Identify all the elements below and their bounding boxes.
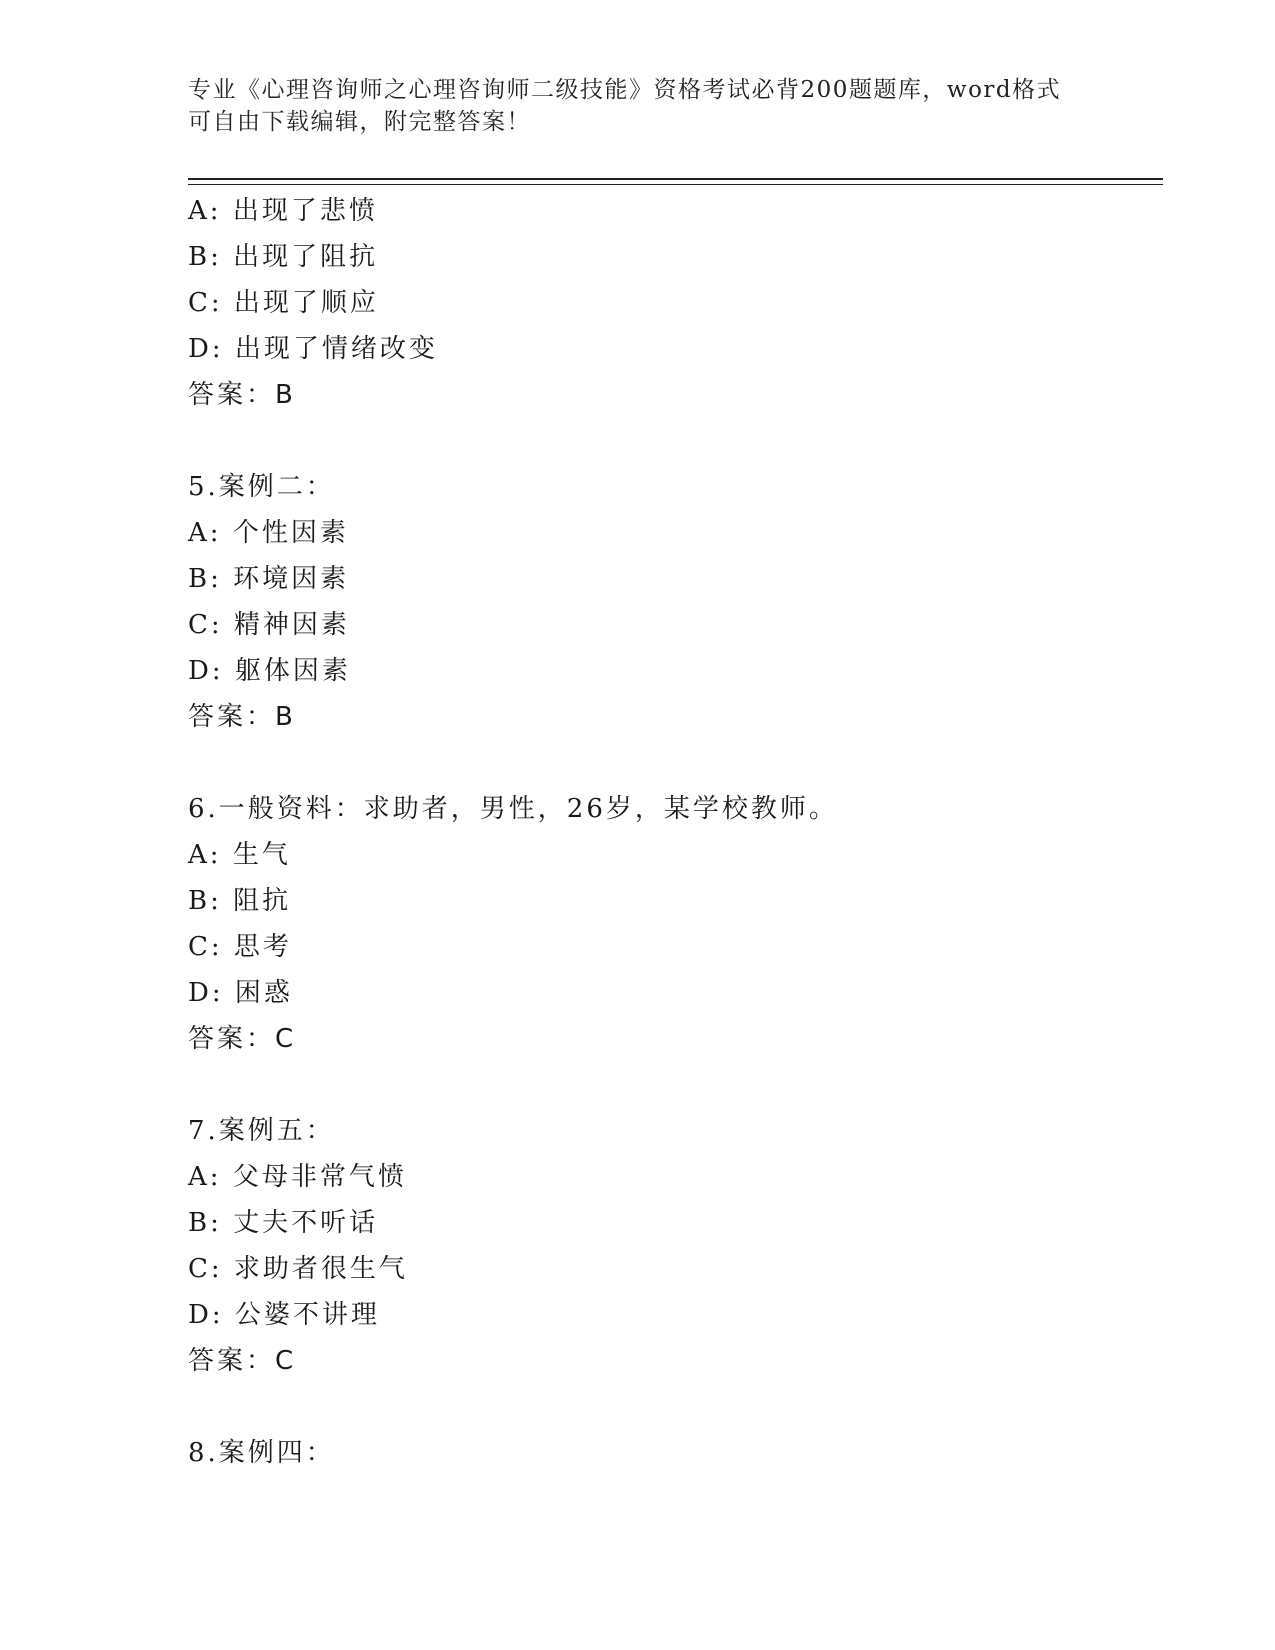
option-text: 出现了情绪改变 [234,334,438,364]
option-letter: C: [188,610,223,640]
option-text: 公婆不讲理 [234,1300,380,1330]
option-text: 出现了悲愤 [232,196,378,226]
option-b [188,878,1163,924]
question-text: 5.案例二： [188,472,335,502]
question-text: 6.一般资料：求助者，男性，26岁，某学校教师。 [188,794,838,824]
option-c [188,280,1163,326]
option-text: 环境因素 [233,564,350,594]
option-letter: B: [188,1208,222,1238]
option-letter: A: [188,196,222,226]
option-letter: D: [188,978,224,1008]
header-rule-thick [188,178,1163,180]
option-letter: B: [188,886,222,916]
option-text: 出现了顺应 [233,288,379,318]
question-list [188,188,1163,1476]
option-letter: A: [188,518,222,548]
option-letter: B: [188,242,222,272]
option-text: 求助者很生气 [233,1254,408,1284]
option-letter: D: [188,656,224,686]
spacer [188,1384,1163,1430]
option-letter: B: [188,564,222,594]
option-d [188,1292,1163,1338]
option-letter: C: [188,932,223,962]
question-block [188,786,1163,1062]
answer-line: 答案：C [188,1346,297,1376]
option-a [188,832,1163,878]
option-d [188,326,1163,372]
option-letter: A: [188,1162,222,1192]
question-block [188,1108,1163,1384]
spacer [188,418,1163,464]
option-a [188,1154,1163,1200]
option-text: 生气 [232,840,291,870]
question-block [188,464,1163,740]
option-letter: C: [188,1254,223,1284]
option-text: 困惑 [234,978,293,1008]
option-letter: A: [188,840,222,870]
option-d [188,970,1163,1016]
option-d [188,648,1163,694]
option-text: 精神因素 [233,610,350,640]
option-text: 父母非常气愤 [232,1162,407,1192]
option-text: 出现了阻抗 [233,242,379,272]
option-text: 思考 [233,932,292,962]
option-letter: D: [188,1300,224,1330]
header-line-1: 专业《心理咨询师之心理咨询师二级技能》资格考试必背200题题库，word格式 [188,77,1062,103]
spacer [188,740,1163,786]
answer-line: 答案：B [188,380,296,410]
spacer [188,1062,1163,1108]
option-text: 丈夫不听话 [233,1208,379,1238]
header-rule-thin [188,184,1163,185]
answer-line: 答案：C [188,1024,297,1054]
option-c [188,924,1163,970]
question-text: 8.案例四： [188,1438,335,1468]
option-c [188,602,1163,648]
option-a [188,188,1163,234]
option-b [188,1200,1163,1246]
question-text: 7.案例五： [188,1116,335,1146]
document-header [188,74,1088,138]
option-text: 个性因素 [232,518,349,548]
option-b [188,234,1163,280]
question-block [188,1430,1163,1476]
option-c [188,1246,1163,1292]
option-b [188,556,1163,602]
question-block [188,188,1163,418]
option-a [188,510,1163,556]
option-letter: D: [188,334,224,364]
answer-line: 答案：B [188,702,296,732]
option-text: 阻抗 [233,886,292,916]
option-text: 躯体因素 [234,656,351,686]
option-letter: C: [188,288,223,318]
header-line-2: 可自由下载编辑，附完整答案！ [188,109,531,135]
